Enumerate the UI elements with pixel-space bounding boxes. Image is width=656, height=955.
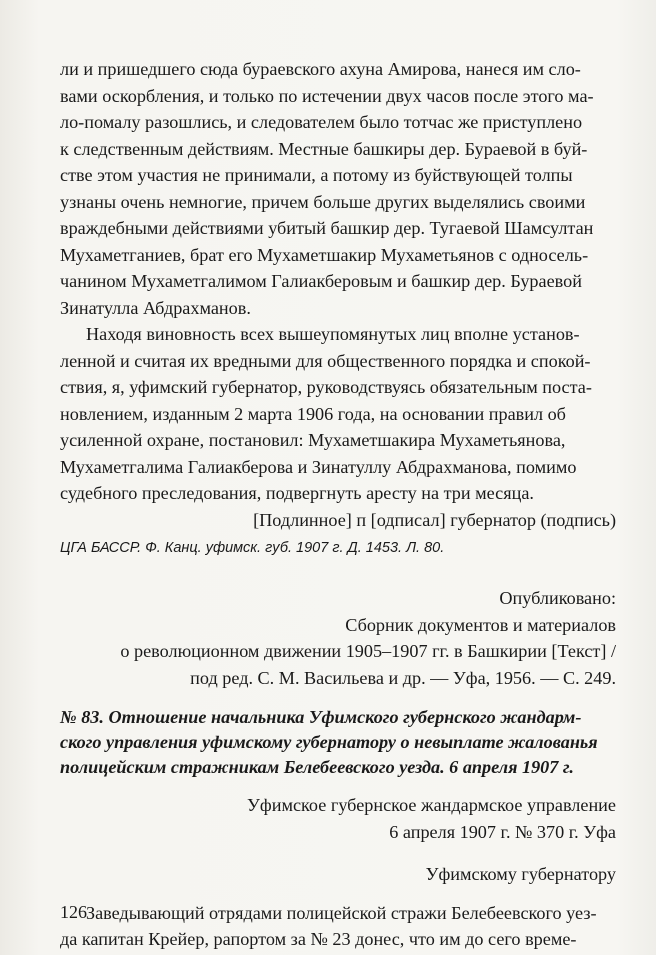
text-line: усиленной охране, постановил: Мухаметшакира Мухаметьянова,: [60, 430, 566, 450]
text-line: новлением, изданным 2 марта 1906 года, на основании правил об: [60, 403, 566, 424]
heading-line: ского управления уфимскому губернатору о невыплате жалованья: [60, 732, 598, 752]
text-line: враждебными действиями убитый башкир дер. Тугаевой Шамсултан: [60, 218, 594, 238]
spacer: [60, 888, 616, 900]
paragraph-3: [60, 900, 616, 953]
text-line: Заведывающий отрядами полицейской стражи Белебеевского уез-: [86, 902, 597, 923]
publication-reference: [60, 585, 616, 691]
archive-source: ЦГА БАССР. Ф. Канц. уфимск. губ. 1907 г. Д. 1453. Л. 80.: [60, 540, 445, 556]
text-line: к следственным действиям. Местные башкиры дер. Бураевой в буй-: [60, 138, 588, 159]
sender-block: [60, 792, 616, 845]
page-number: 126: [60, 902, 87, 922]
text-line: узнаны очень немногие, причем больше других выделялись своими: [60, 191, 586, 212]
addressee: Уфимскому губернатору: [425, 864, 616, 884]
text-line: Мухаметгалима Галиакберова и Зинатуллу Абдрахманова, помимо: [60, 456, 577, 477]
spacer: [60, 845, 616, 861]
spacer: [60, 780, 616, 792]
text-line: судебного преследования, подвергнуть аресту на три месяца.: [60, 483, 534, 503]
published-line: Сборник документов и материалов: [345, 614, 616, 635]
sender-line: 6 апреля 1907 г. № 370 г. Уфа: [389, 821, 616, 842]
text-line: Зинатулла Абдрахманов.: [60, 297, 251, 318]
text-line: вами оскорбления, и только по истечении двух часов после этого ма-: [60, 85, 594, 106]
text-column: [60, 56, 616, 953]
text-line: да капитан Крейер, рапортом за № 23 донес, что им до сего време-: [60, 929, 577, 949]
text-line: ствия, я, уфимский губернатор, руководствуясь обязательным поста-: [60, 377, 592, 397]
paragraph-1: [60, 56, 616, 321]
paragraph-2: [60, 321, 616, 507]
text-line: ло-помалу разошлись, и следователем было тотчас же приступлено: [60, 112, 583, 132]
published-line: под ред. С. М. Васильева и др. — Уфа, 1956. — С. 249.: [190, 667, 616, 688]
text-line: Находя виновность всех вышеупомянутых лиц вполне установ-: [86, 324, 580, 344]
published-line: о революционном движении 1905–1907 гг. в Башкирии [Текст] /: [120, 641, 616, 661]
published-label: Опубликовано:: [499, 588, 616, 608]
signature-line: [Подлинное] п [одписал] губернатор (подпись): [253, 509, 616, 530]
text-line: чанином Мухаметгалимом Галиакберовым и башкир дер. Бураевой: [60, 271, 582, 291]
document-heading: [60, 705, 616, 780]
heading-line: № 83. Отношение начальника Уфимского губернского жандарм-: [60, 707, 582, 727]
text-line: ли и пришедшего сюда бураевского ахуна Амирова, нанеся им сло-: [60, 59, 581, 79]
sender-line: Уфимское губернское жандармское управление: [247, 795, 616, 815]
heading-line: полицейским стражникам Белебеевского уезда. 6 апреля 1907 г.: [60, 757, 574, 777]
text-line: стве этом участия не принимали, а потому из буйствующей толпы: [60, 165, 573, 185]
text-line: Мухаметганиев, брат его Мухаметшакир Мухаметьянов с односель-: [60, 244, 589, 265]
text-line: ленной и считая их вредными для общественного порядка и спокой-: [60, 350, 591, 371]
